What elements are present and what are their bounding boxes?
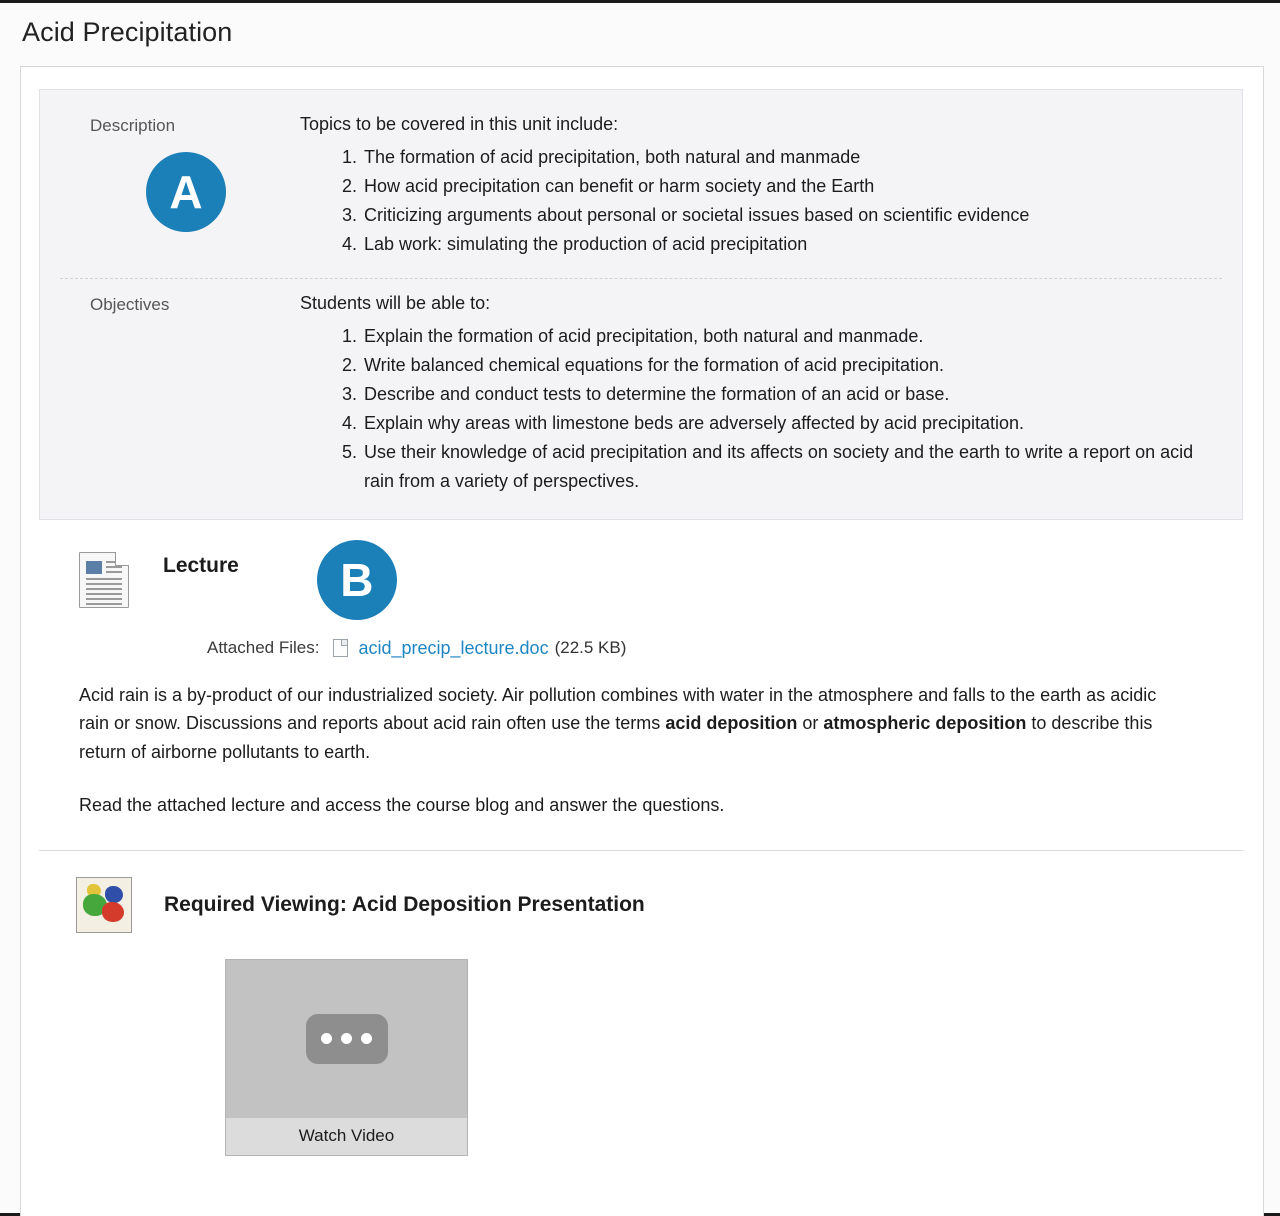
page-title: Acid Precipitation: [22, 17, 233, 47]
list-item: 1. Explain the formation of acid precipitation, both natural and manmade.: [362, 322, 1222, 351]
list-item: 2. Write balanced chemical equations for the formation of acid precipitation.: [362, 351, 1222, 380]
info-panel: [39, 89, 1243, 520]
video-title: Required Viewing: Acid Deposition Presentation: [164, 892, 645, 916]
badge-b-wrapper: [317, 540, 397, 620]
lecture-paragraph-1-text-3: to describe this return of airborne pollutants to earth.: [79, 713, 1153, 763]
file-size-label: (22.5 KB): [554, 638, 627, 658]
list-item: 4. Lab work: simulating the production of acid precipitation: [362, 230, 1222, 259]
video-card[interactable]: [225, 959, 468, 1156]
video-section: [39, 851, 1243, 1166]
objectives-intro: Students will be able to:: [300, 292, 491, 313]
lecture-paragraph-1-text-1: Acid rain is a by-product of our industrialized society. Air pollution combines with water in the atmosphere and falls to the earth as acidic rain or snow. Discussions and reports about acid rain often use the terms: [79, 684, 1157, 734]
content-frame: [20, 66, 1264, 1216]
list-item: 4. Explain why areas with limestone beds are adversely affected by acid precipitation.: [362, 409, 1222, 438]
objectives-row: [60, 285, 1222, 497]
lecture-paragraph-1-text-2: or: [797, 713, 824, 734]
lecture-header: [57, 546, 1223, 620]
lecture-paragraph-2: Read the attached lecture and access the course blog and answer the questions.: [79, 794, 725, 815]
lecture-section: [39, 520, 1243, 851]
list-item: 3. Criticizing arguments about personal or societal issues based on scientific evidence: [362, 201, 1222, 230]
play-placeholder-icon: [306, 1014, 388, 1064]
callout-badge-b: B: [317, 540, 397, 620]
video-thumbnail[interactable]: [226, 960, 467, 1118]
document-icon: [79, 552, 129, 608]
lecture-term-atmospheric-deposition: atmospheric deposition: [823, 713, 1027, 734]
description-row: [60, 106, 1222, 260]
attached-files-row: [207, 638, 1223, 659]
attached-file-link[interactable]: acid_precip_lecture.doc: [358, 637, 549, 658]
description-intro: Topics to be covered in this unit include:: [300, 114, 619, 134]
lecture-term-acid-deposition: acid deposition: [665, 713, 798, 734]
list-item: 5. Use their knowledge of acid precipitation and its affects on society and the earth to write a report on acid rain from a variety of perspectives.: [362, 438, 1222, 496]
video-header: [57, 877, 1223, 933]
lecture-paragraph-1: [79, 681, 1189, 767]
objectives-body: [300, 285, 1222, 497]
image-icon: [76, 877, 132, 933]
description-list: [300, 143, 1222, 260]
list-item: 1. The formation of acid precipitation, both natural and manmade: [362, 143, 1222, 172]
watch-video-label[interactable]: Watch Video: [226, 1118, 467, 1155]
panel-divider: [60, 278, 1222, 279]
badge-a-wrapper: [146, 152, 300, 232]
list-item: 3. Describe and conduct tests to determine the formation of an acid or base.: [362, 380, 1222, 409]
list-item: 2. How acid precipitation can benefit or harm society and the Earth: [362, 172, 1222, 201]
description-label-column: [60, 106, 300, 232]
file-icon: [333, 639, 348, 657]
callout-badge-a: A: [146, 152, 226, 232]
objectives-label-column: [60, 285, 300, 315]
description-label: Description: [90, 116, 176, 135]
objectives-label: Objectives: [90, 294, 170, 314]
objectives-list: [300, 322, 1222, 497]
lecture-title: Lecture: [163, 553, 239, 577]
description-body: [300, 106, 1222, 260]
attached-files-label: Attached Files:: [207, 638, 320, 658]
